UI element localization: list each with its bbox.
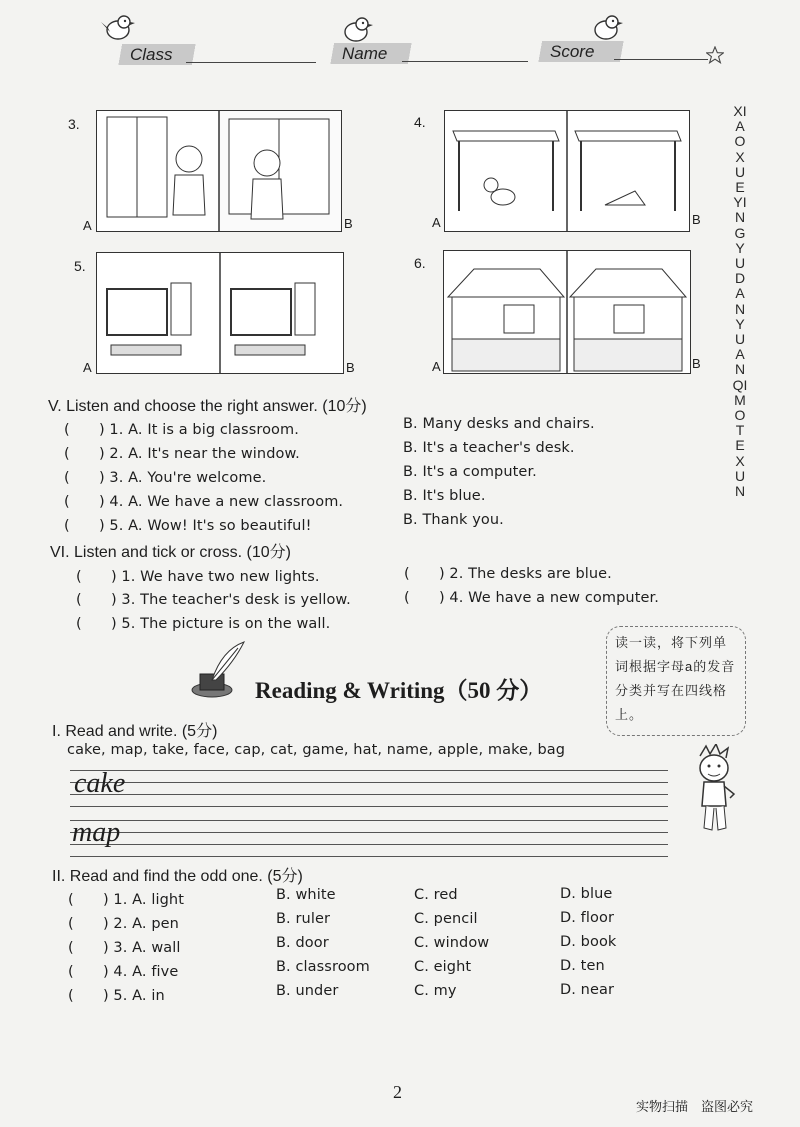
table-cell: B. ruler — [276, 911, 331, 927]
table-cell: C. window — [414, 935, 490, 951]
writing-line — [70, 782, 668, 783]
table-cell: D. floor — [560, 910, 615, 926]
table-cell: B. classroom — [276, 959, 370, 975]
table-cell: D. book — [560, 934, 617, 950]
picture-3-image — [96, 110, 342, 232]
writing-line — [70, 806, 668, 807]
list-item: B. Many desks and chairs. — [403, 416, 595, 432]
handwritten-example: cake — [74, 768, 126, 799]
table-cell: C. red — [414, 887, 458, 903]
list-item: ( ) 5. A. Wow! It's so beautiful! — [64, 518, 312, 534]
picture-number: 5. — [74, 258, 86, 274]
part-ii-title: II. Read and find the odd one. (5分) — [52, 868, 303, 885]
option-b-label: B — [692, 356, 701, 371]
table-cell: B. under — [276, 983, 339, 999]
list-item: ( ) 2. The desks are blue. — [404, 566, 612, 582]
option-a-label: A — [83, 360, 92, 375]
option-a-label: A — [432, 215, 441, 230]
picture-number: 6. — [414, 255, 426, 271]
name-label: Name — [328, 43, 414, 64]
list-item: B. It's a computer. — [403, 464, 537, 480]
class-line — [186, 62, 316, 63]
part-i-title: I. Read and write. (5分) — [52, 723, 218, 740]
list-item: ( ) 1. We have two new lights. — [76, 569, 320, 585]
list-item: ( ) 4. A. We have a new classroom. — [64, 494, 344, 510]
star-icon — [706, 46, 724, 64]
writing-line — [70, 820, 668, 821]
list-item: ( ) 3. The teacher's desk is yellow. — [76, 592, 351, 608]
table-cell: D. near — [560, 982, 615, 998]
table-cell: ( ) 2. A. pen — [68, 916, 179, 932]
picture-4-image — [444, 110, 690, 232]
table-cell: C. pencil — [414, 911, 478, 927]
list-item: ( ) 4. We have a new computer. — [404, 590, 659, 606]
writing-line — [70, 856, 668, 857]
table-cell: B. door — [276, 935, 329, 951]
table-cell: C. my — [414, 983, 457, 999]
table-cell: ( ) 1. A. light — [68, 892, 184, 908]
table-cell: ( ) 4. A. five — [68, 964, 179, 980]
writing-line — [70, 770, 668, 771]
score-line — [614, 59, 708, 60]
option-a-label: A — [432, 359, 441, 374]
table-cell: C. eight — [414, 959, 472, 975]
table-cell: B. white — [276, 887, 336, 903]
class-label: Class — [116, 44, 198, 65]
reading-writing-title: Reading & Writing（50 分） — [255, 678, 543, 703]
bird-icon — [100, 10, 136, 44]
score-label: Score — [536, 41, 626, 62]
list-item: ( ) 1. A. It is a big classroom. — [64, 422, 299, 438]
picture-number: 3. — [68, 116, 80, 132]
quill-inkpot-icon — [182, 640, 248, 700]
section-v-title: V. Listen and choose the right answer. (10分) — [48, 398, 367, 415]
page-number: 2 — [393, 1082, 402, 1102]
table-cell: D. ten — [560, 958, 605, 974]
writing-line — [70, 794, 668, 795]
list-item: ( ) 2. A. It's near the window. — [64, 446, 300, 462]
table-cell: ( ) 5. A. in — [68, 988, 165, 1004]
table-cell: ( ) 3. A. wall — [68, 940, 181, 956]
instruction-note: 读一读，将下列单词根据字母a的发音分类并写在四线格上。 — [606, 626, 746, 736]
cartoon-boy-icon — [692, 744, 738, 836]
list-item: ( ) 5. The picture is on the wall. — [76, 616, 331, 632]
picture-5-image — [96, 252, 344, 374]
list-item: ( ) 3. A. You're welcome. — [64, 470, 267, 486]
sidebar-series-text: XIAOXUEYINGYUDANYUANQIMOTEXUN — [732, 103, 748, 500]
picture-6-image — [443, 250, 691, 374]
footer-note: 实物扫描 盗图必究 — [636, 1100, 754, 1115]
word-list: cake, map, take, face, cap, cat, game, hat, name, apple, make, bag — [67, 742, 566, 758]
table-cell: D. blue — [560, 886, 613, 902]
bird-icon — [338, 12, 374, 46]
list-item: B. It's a teacher's desk. — [403, 440, 575, 456]
list-item: B. Thank you. — [403, 512, 504, 528]
section-vi-title: VI. Listen and tick or cross. (10分) — [50, 544, 291, 561]
writing-line — [70, 832, 668, 833]
writing-line — [70, 844, 668, 845]
header — [0, 0, 800, 80]
picture-number: 4. — [414, 114, 426, 130]
option-a-label: A — [83, 218, 92, 233]
option-b-label: B — [692, 212, 701, 227]
handwritten-example: map — [72, 817, 121, 848]
list-item: B. It's blue. — [403, 488, 486, 504]
option-b-label: B — [346, 360, 355, 375]
bird-icon — [588, 10, 624, 44]
name-line — [402, 61, 528, 62]
option-b-label: B — [344, 216, 353, 231]
